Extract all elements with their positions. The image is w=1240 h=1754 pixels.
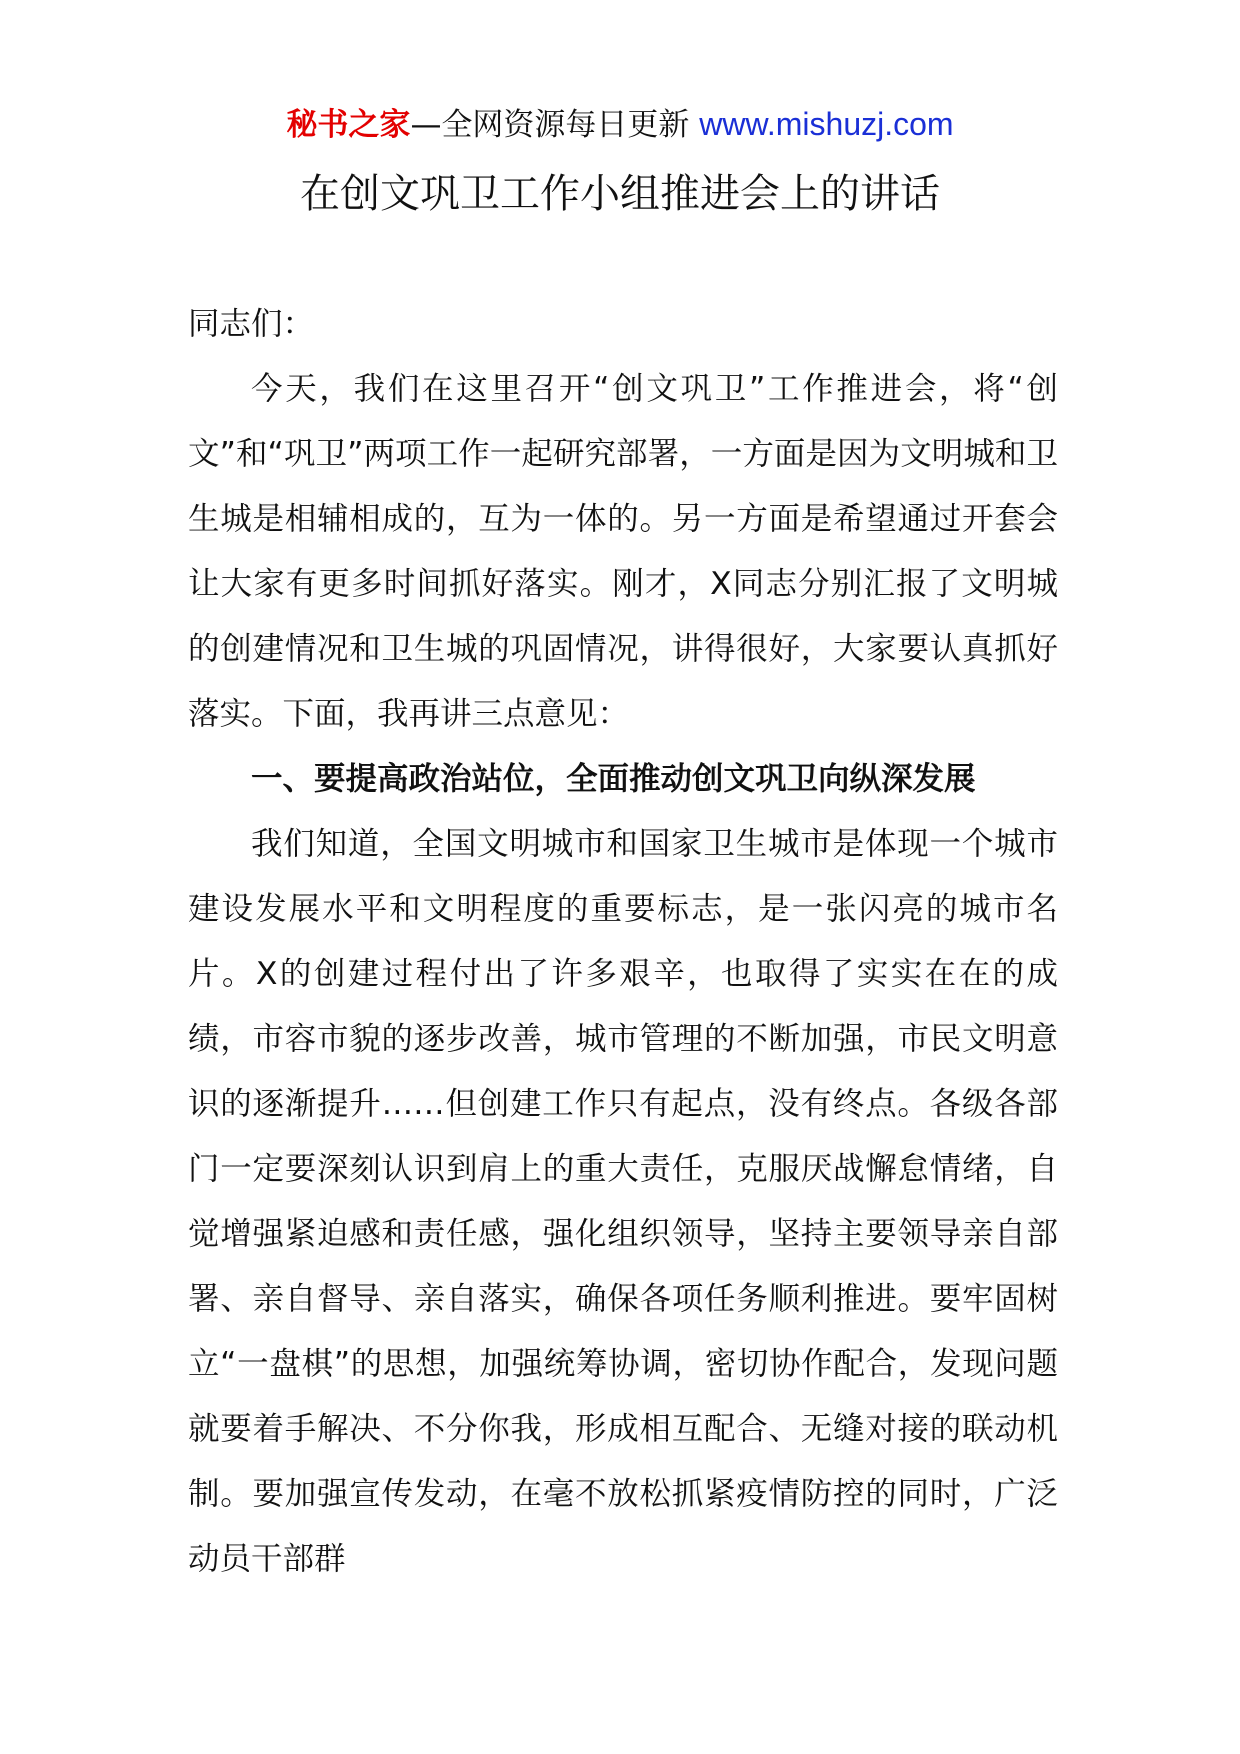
site-header bbox=[0, 102, 1240, 147]
salutation: 同志们： bbox=[188, 306, 315, 342]
site-brand: 秘书之家 bbox=[286, 107, 411, 143]
document-body bbox=[188, 292, 1058, 1592]
paragraph-section-1: 我们知道，全国文明城市和国家卫生城市是体现一个城市建设发展水平和文明程度的重要标志，是一张闪亮的城市名片。X的创建过程付出了许多艰辛，也取得了实实在在的成绩，市容市貌的逐步改善，城市管理的不断加强，市民文明意识的逐渐提升……但创建工作只有起点，没有终点。各级各部门一定要深刻认识到肩上的重大责任，克服厌战懈怠情绪，自觉增强紧迫感和责任感，强化组织领导，坚持主要领导亲自部署、亲自督导、亲自落实，确保各项任务顺利推进。要牢固树立“一盘棋”的思想，加强统筹协调，密切协作配合，发现问题就要着手解决、不分你我，形成相互配合、无缝对接的联动机制。要加强宣传发动，在毫不放松抓紧疫情防控的同时，广泛动员干部群 bbox=[188, 826, 1058, 1577]
site-tagline: —全网资源每日更新 bbox=[410, 107, 690, 143]
section-heading-1: 一、要提高政治站位，全面推动创文巩卫向纵深发展 bbox=[251, 761, 976, 797]
site-url: www.mishuzj.com bbox=[699, 106, 954, 142]
document-title: 在创文巩卫工作小组推进会上的讲话 bbox=[300, 171, 940, 217]
paragraph-intro: 今天，我们在这里召开“创文巩卫”工作推进会，将“创文”和“巩卫”两项工作一起研究部署，一方面是因为文明城和卫生城是相辅相成的，互为一体的。另一方面是希望通过开套会让大家有更多时间抓好落实。刚才，X同志分别汇报了文明城的创建情况和卫生城的巩固情况，讲得很好，大家要认真抓好落实。下面，我再讲三点意见： bbox=[188, 371, 1058, 732]
